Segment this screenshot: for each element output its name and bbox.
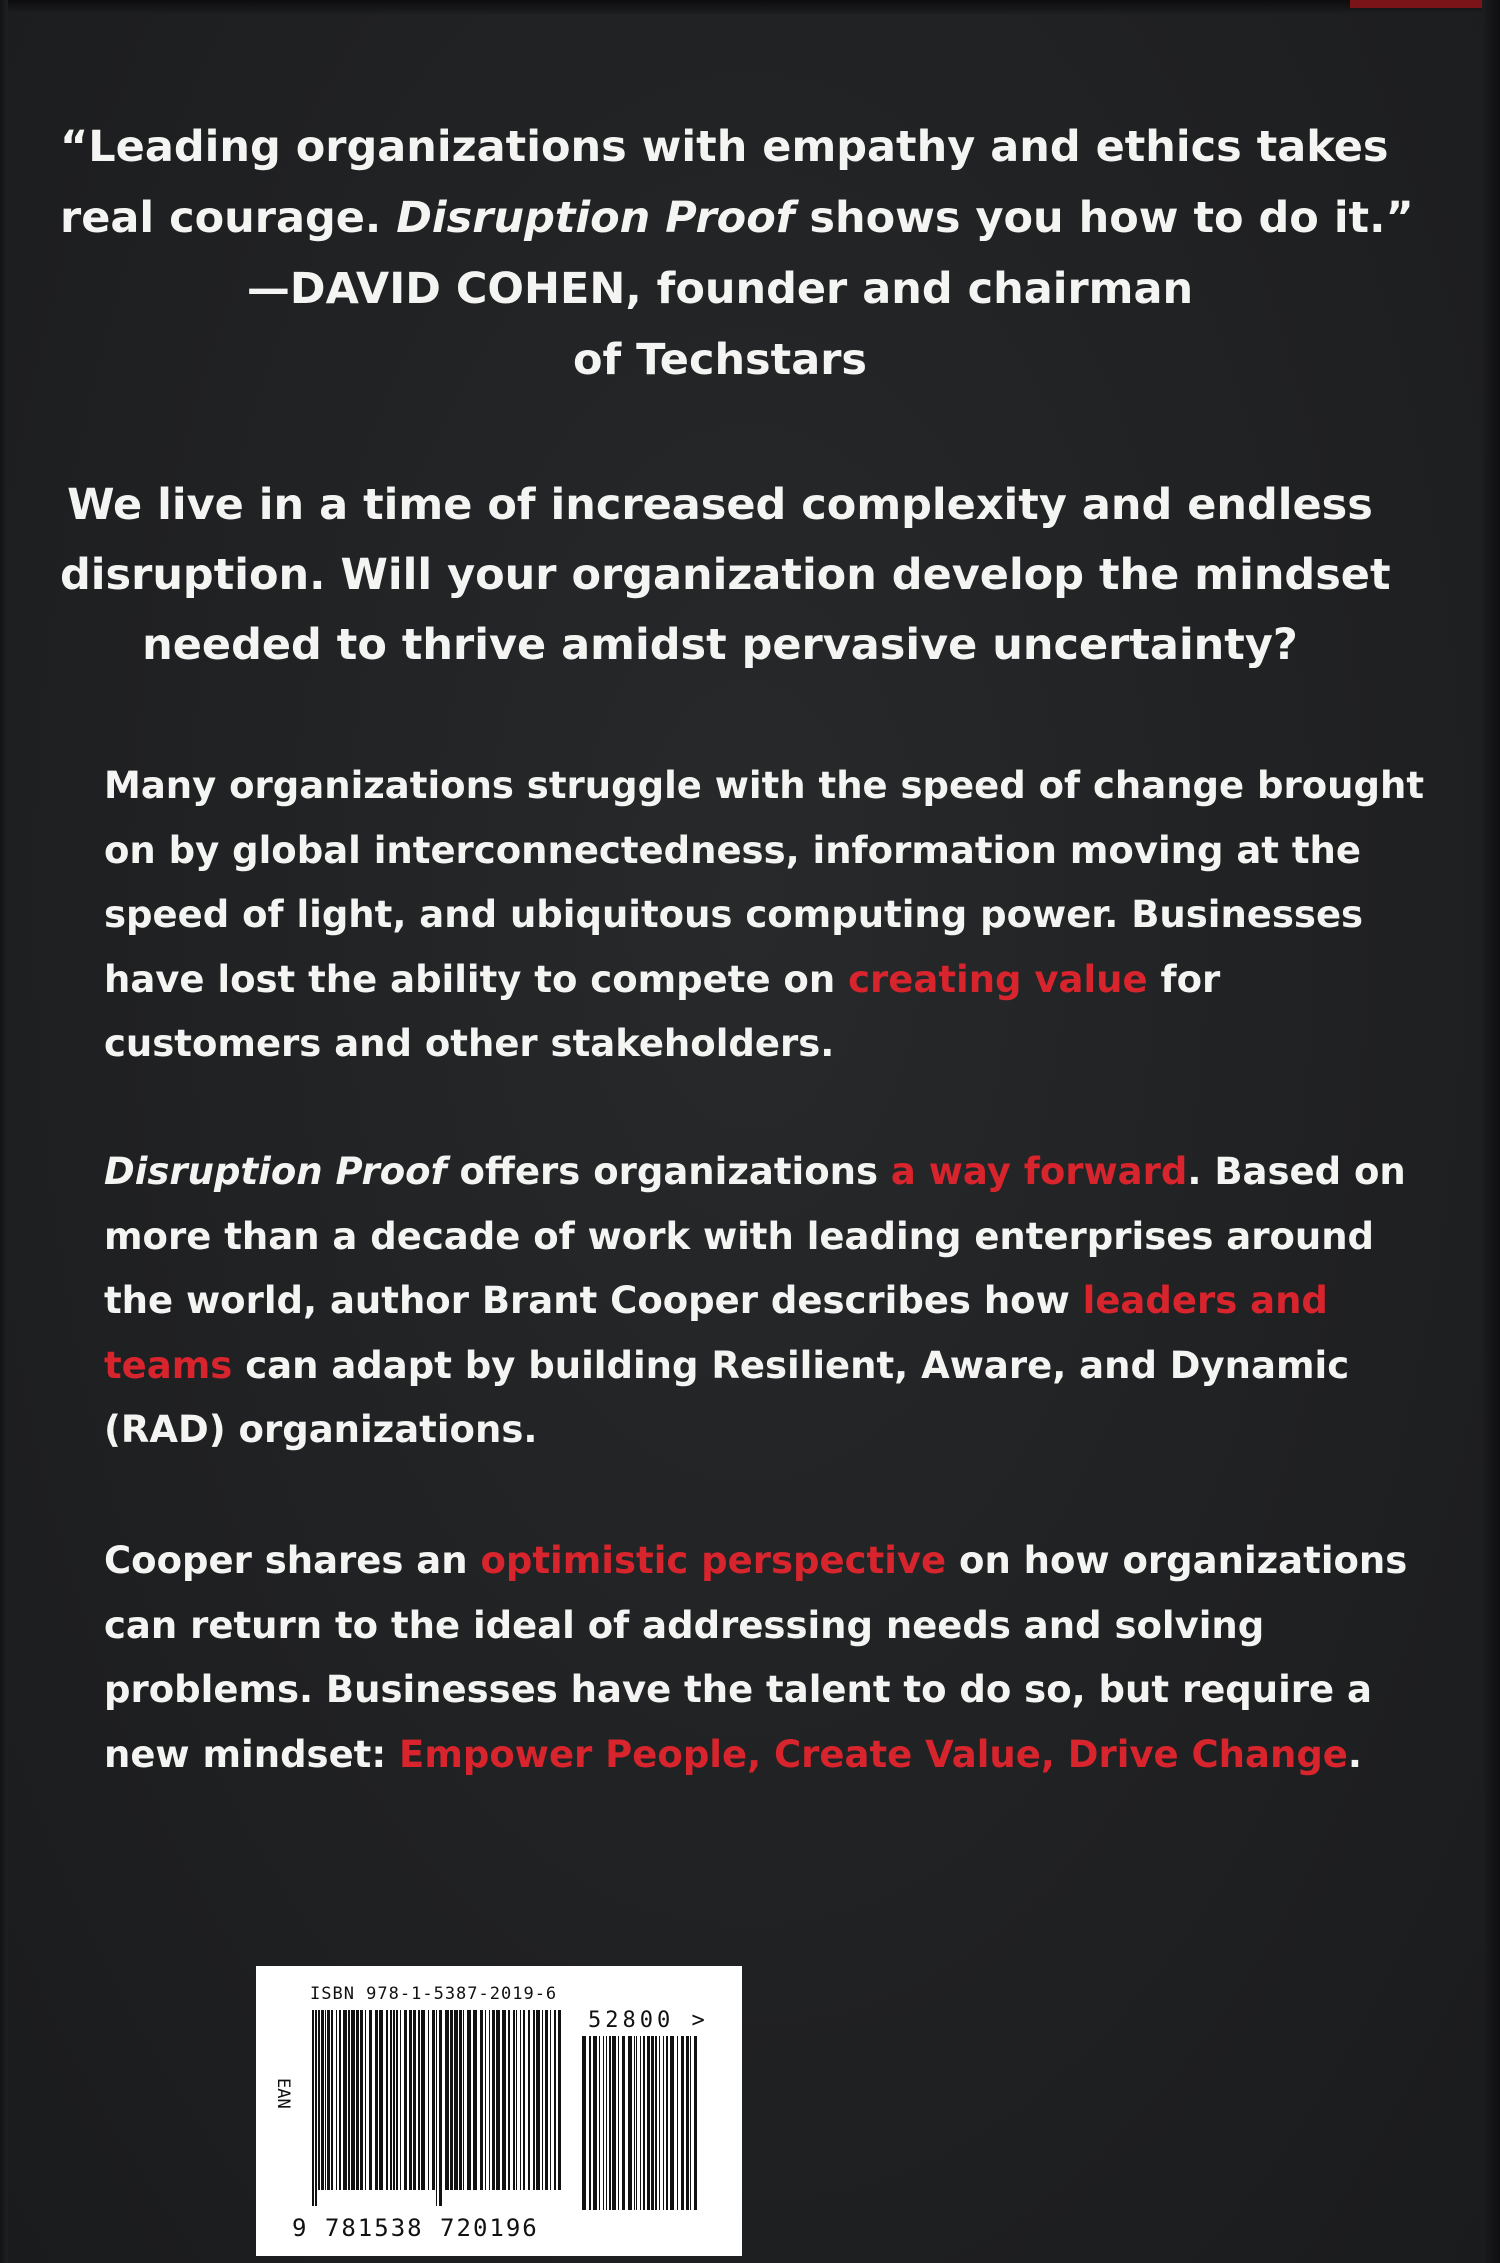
highlight-teams: teams: [104, 1343, 233, 1387]
barcode-bar: [643, 2036, 645, 2210]
barcode-bar: [439, 2010, 442, 2206]
barcode-bar: [533, 2010, 535, 2190]
endorsement-quote: [60, 112, 1414, 396]
para1-line-3: speed of light, and ubiquitous computing power. Businesses: [104, 893, 1364, 936]
barcode-bar: [677, 2036, 678, 2210]
para2-line-3: the world, author Brant Cooper describes how leaders and: [104, 1279, 1328, 1322]
barcode-bar: [492, 2010, 495, 2190]
book-title-italic: Disruption Proof: [396, 193, 795, 243]
barcode-bar: [454, 2010, 458, 2190]
barcode-bar: [659, 2036, 660, 2210]
barcode-bar: [343, 2010, 347, 2190]
price-code: 52800 >: [588, 2008, 709, 2033]
para2-line-2: more than a decade of work with leading enterprises around: [104, 1214, 1375, 1258]
para1-line-5: customers and other stakeholders.: [104, 1022, 835, 1065]
barcode-bar: [445, 2010, 449, 2190]
barcode-bar: [390, 2010, 392, 2190]
barcode-bar: [520, 2010, 521, 2190]
barcode-bar: [360, 2010, 363, 2190]
barcode-bar: [421, 2010, 425, 2190]
barcode-bar: [640, 2036, 641, 2210]
right-edge: [1482, 0, 1500, 2263]
para3-line-3: problems. Businesses have the talent to do so, but require a: [104, 1668, 1372, 1711]
barcode-bar: [375, 2010, 378, 2190]
barcode-bar: [558, 2010, 561, 2190]
barcode-bar: [365, 2010, 366, 2190]
intro-paragraph: [60, 470, 1391, 680]
barcode-bar: [655, 2036, 657, 2210]
barcode-bar: [325, 2010, 326, 2190]
barcode-bar: [348, 2010, 350, 2190]
barcode-bar: [459, 2010, 462, 2190]
barcode-bar: [327, 2010, 330, 2190]
barcode-bar: [508, 2010, 510, 2190]
barcode-bar: [612, 2036, 616, 2210]
barcode-bar: [450, 2010, 453, 2190]
quote-line-2: real courage. Disruption Proof shows you how to do it.”: [60, 193, 1414, 243]
barcode-bar: [418, 2010, 420, 2190]
para3-line-2: can return to the ideal of addressing needs and solving: [104, 1603, 1265, 1647]
barcode-bar: [636, 2036, 637, 2210]
barcode-bar: [628, 2036, 632, 2210]
barcode-bar: [618, 2036, 619, 2210]
quote-attribution-line-2: of Techstars: [572, 335, 868, 385]
barcode-bar: [513, 2010, 515, 2190]
intro-line-2: disruption. Will your organization develop the mindset: [60, 550, 1391, 600]
intro-line-3: needed to thrive amidst pervasive uncertainty?: [142, 620, 1298, 670]
barcode-bar: [400, 2010, 401, 2190]
barcode-bar: [432, 2010, 435, 2190]
barcode-bar: [489, 2010, 490, 2190]
barcode-bar: [496, 2010, 500, 2190]
barcode-bar: [582, 2036, 586, 2210]
barcode-bar: [393, 2010, 395, 2190]
barcode-bar: [351, 2010, 355, 2190]
barcode-bar: [485, 2010, 486, 2190]
barcode-bar: [545, 2010, 548, 2190]
barcode-bar: [339, 2010, 341, 2190]
para2-line-5: (RAD) organizations.: [104, 1408, 538, 1451]
para2-line-1: Disruption Proof offers organizations a way forward. Based on: [104, 1150, 1406, 1193]
barcode-bar: [331, 2010, 333, 2190]
barcode-bar: [473, 2010, 477, 2190]
barcode-bar: [428, 2010, 429, 2190]
description-paragraph-3: [104, 1529, 1408, 1787]
para3-line-4: new mindset: Empower People, Create Value, Drive Change.: [104, 1732, 1362, 1776]
highlight-creating-value: creating value: [848, 957, 1148, 1001]
barcode-bar: [589, 2036, 591, 2210]
barcode-bar: [686, 2036, 689, 2210]
barcode-bar: [336, 2010, 337, 2190]
highlight-mindset: Empower People, Create Value, Drive Change: [399, 1732, 1348, 1776]
barcode-bar: [356, 2010, 359, 2190]
barcode-bar: [516, 2010, 517, 2190]
barcode-bar: [681, 2036, 684, 2210]
barcode-bar: [315, 2010, 317, 2206]
barcode-bar: [651, 2036, 654, 2210]
barcode-bar: [550, 2010, 551, 2190]
barcode-bar: [312, 2010, 314, 2206]
barcode-bar: [599, 2036, 600, 2210]
barcode-bar: [379, 2010, 383, 2190]
para2-line-4: teams can adapt by building Resilient, Aware, and Dynamic: [104, 1343, 1350, 1387]
barcode-bar: [603, 2036, 604, 2210]
barcode-main-bars: [310, 2010, 566, 2206]
barcode-bar: [502, 2010, 506, 2190]
barcode-addon-bars: [580, 2036, 700, 2226]
barcode-bar: [318, 2010, 320, 2190]
barcode-bar: [690, 2036, 691, 2210]
barcode-bar: [404, 2010, 407, 2190]
para1-line-4: have lost the ability to compete on creating value for: [104, 957, 1221, 1001]
barcode-bar: [523, 2010, 525, 2190]
barcode-bar: [528, 2010, 530, 2190]
intro-line-1: We live in a time of increased complexity and endless: [67, 480, 1373, 530]
book-title-italic: Disruption Proof: [104, 1150, 447, 1193]
barcode-bar: [694, 2036, 697, 2210]
highlight-optimistic-perspective: optimistic perspective: [480, 1539, 947, 1582]
isbn-label: ISBN 978-1-5387-2019-6: [310, 1984, 558, 2004]
para1-line-1: Many organizations struggle with the speed of change brought: [104, 764, 1425, 807]
barcode-bar: [436, 2010, 437, 2206]
barcode-bar: [409, 2010, 412, 2190]
highlight-leaders-and: leaders and: [1082, 1279, 1328, 1322]
barcode-bar: [413, 2010, 416, 2190]
barcode-bar: [542, 2010, 543, 2190]
description-paragraph-1: [104, 754, 1425, 1077]
para3-line-1: Cooper shares an optimistic perspective on how organizations: [104, 1539, 1408, 1582]
ean-label: EAN: [273, 2078, 293, 2109]
barcode-bar: [663, 2036, 664, 2210]
top-edge: [0, 0, 1500, 14]
barcode-bar: [670, 2036, 674, 2210]
left-edge: [0, 0, 8, 2263]
barcode-box: [256, 1966, 742, 2256]
quote-line-1: “Leading organizations with empathy and ethics takes: [60, 122, 1389, 172]
barcode-bar: [622, 2036, 625, 2210]
barcode-bar: [463, 2010, 464, 2190]
barcode-bar: [666, 2036, 668, 2210]
red-corner-accent: [1350, 0, 1500, 8]
barcode-bar: [321, 2010, 324, 2190]
description-paragraph-2: [104, 1140, 1404, 1463]
barcode-bar: [609, 2036, 611, 2210]
barcode-bar: [647, 2036, 650, 2210]
barcode-bar: [396, 2010, 398, 2190]
barcode-bar: [554, 2010, 556, 2190]
barcode-bar: [606, 2036, 607, 2210]
quote-attribution-line-1: —DAVID COHEN, founder and chairman: [246, 264, 1194, 314]
para1-line-2: on by global interconnectedness, information moving at the: [104, 828, 1361, 872]
barcode-bar: [369, 2010, 372, 2190]
barcode-bar: [634, 2036, 635, 2210]
barcode-digits: 9 781538 720196: [292, 2214, 539, 2242]
barcode-bar: [467, 2010, 471, 2190]
barcode-bar: [593, 2036, 597, 2210]
barcode-bar: [536, 2010, 540, 2190]
barcode-bar: [386, 2010, 388, 2190]
highlight-way-forward: a way forward: [890, 1150, 1188, 1193]
barcode-bar: [480, 2010, 483, 2190]
